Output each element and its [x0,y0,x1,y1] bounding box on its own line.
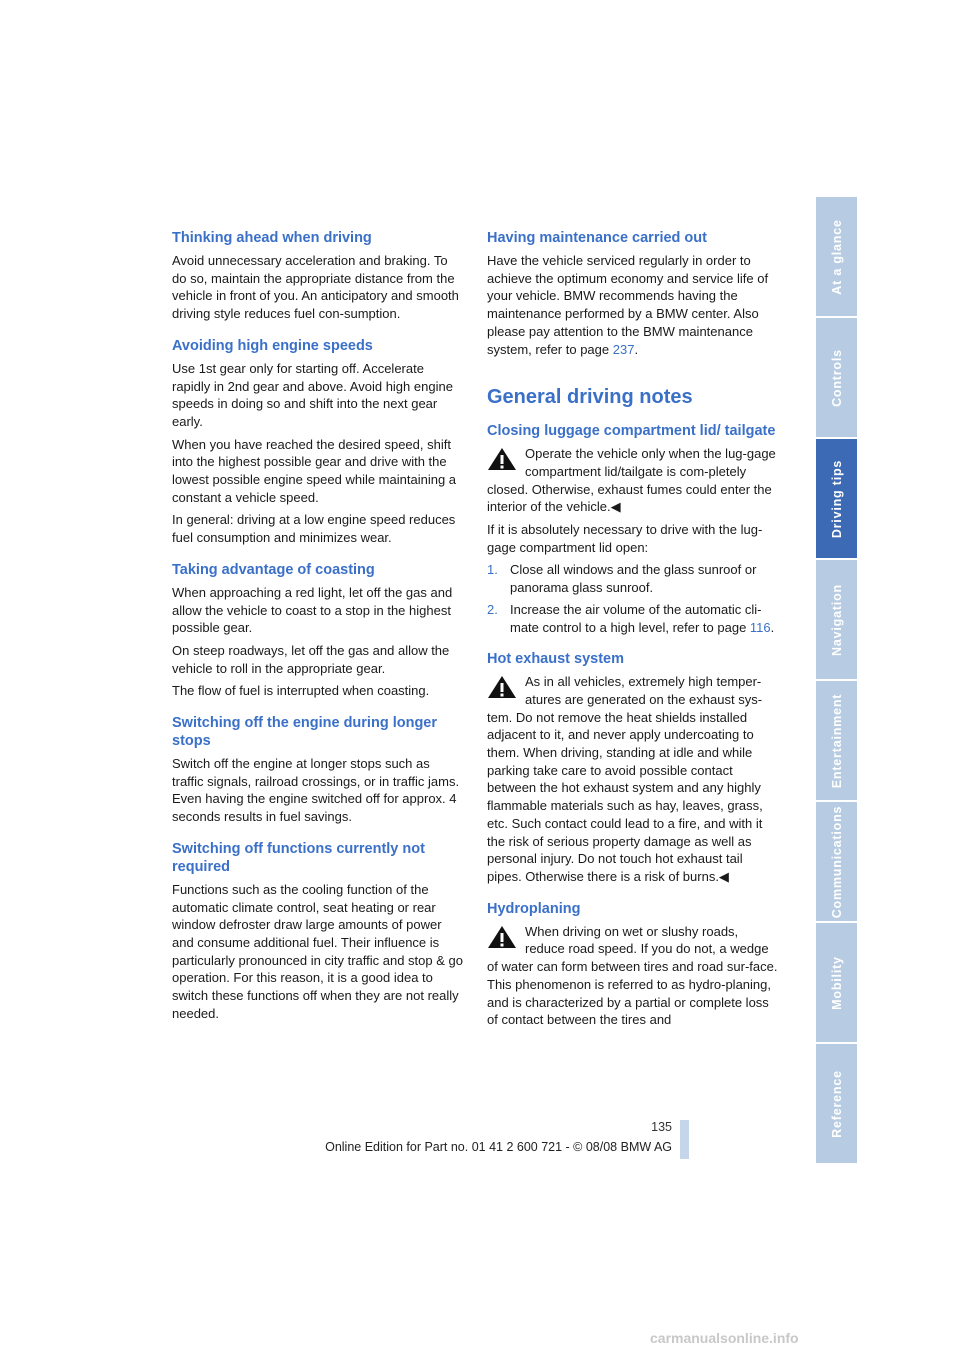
section-functions-off [172,840,464,1023]
watermark: carmanualsonline.info [650,1330,799,1346]
tab-navigation[interactable] [816,560,857,679]
paragraph: On steep roadways, let off the gas and allow the vehicle to roll in the appropriate gear. [172,642,450,676]
tab-label: Entertainment [829,693,844,788]
section-title: Having maintenance carried out [487,230,707,246]
list-text: Close all windows and the glass sunroof or panorama glass sunroof. [510,562,757,596]
tab-at-a-glance[interactable] [816,197,857,316]
list-text: Increase the air volume of the automatic cli-mate control to a high level, refer to page [510,601,762,635]
section-title: Hot exhaust system [487,651,624,668]
list-end: . [770,619,775,635]
tab-label: Communications [829,805,844,918]
steps-list [487,561,779,636]
tab-controls[interactable] [816,318,857,437]
section-hot-exhaust [487,650,779,885]
section-coasting [172,561,464,700]
chapter-title: General driving notes [487,386,693,409]
page-link[interactable]: 116 [749,619,771,635]
warning-text: Operate the vehicle only when the lug-gage compartment lid/tailgate is com-pletely closed. Otherwise, exhaust fumes could enter the interior of the vehicle.◀ [487,446,776,515]
warning-text: When driving on wet or slushy roads, reduce road speed. If you do not, a wedge of water can form between tires and road sur-face. This phenomenon is referred to as hydro-planing, and is characterized by a partial or complete loss of contact between the tires and [487,923,778,1028]
paragraph-text: Have the vehicle serviced regularly in order to achieve the optimum economy and service life of your vehicle. BMW recommends having the maintenance performed by a BMW center. Also please pay attention to the BMW maintenance system, refer to page [487,253,769,357]
paragraph: Use 1st gear only for starting off. Accelerate rapidly in 2nd gear and above. Avoid high engine speeds in doing so and shift into the next gear early. [172,360,453,429]
section-engine-speeds [172,337,464,547]
section-title: Taking advantage of coasting [172,561,375,578]
warning-note [487,923,779,1029]
tab-mobility[interactable] [816,923,857,1042]
section-maintenance [487,229,779,358]
paragraph: Avoid unnecessary acceleration and braking. To do so, maintain the appropriate distance from the vehicle in front of you. An anticipatory and smooth driving style reduces fuel con-sumption. [172,253,459,322]
page-number: 135 [651,1120,672,1134]
tab-label: At a glance [829,218,844,295]
section-title: Thinking ahead when driving [172,230,372,246]
section-thinking-ahead [172,229,464,323]
section-title: Switching off functions currently not required [172,840,425,875]
chapter-tabs [816,197,857,1165]
paragraph: In general: driving at a low engine speed reduces fuel consumption and minimizes wear. [172,512,456,546]
tab-label: Navigation [829,583,844,656]
section-engine-off [172,714,464,826]
footer-bar [680,1120,689,1159]
warning-triangle-icon [487,447,517,471]
paragraph: When approaching a red light, let off the gas and allow the vehicle to coast to a stop in the highest possible gear. [172,584,453,636]
warning-note [487,445,779,516]
list-item [487,601,779,636]
paragraph: The flow of fuel is interrupted when coasting. [172,683,430,699]
list-number: 1. [487,562,498,578]
tab-reference[interactable] [816,1044,857,1163]
paragraph: Switch off the engine at longer stops such as traffic signals, railroad crossings, or in traffic jams. Even having the engine switched off for approx. 4 seconds results in fuel savings. [172,756,460,825]
tab-communications[interactable] [816,802,857,921]
list-number: 2. [487,601,498,617]
tab-driving-tips[interactable] [816,439,857,558]
tab-entertainment[interactable] [816,681,857,800]
warning-text: As in all vehicles, extremely high temper-atures are generated on the exhaust sys-tem. Do not remove the heat shields installed adjacent to it, and never apply undercoating to them. When driving, standing at idle and while parking take care to avoid possible contact between the hot exhaust system and any highly flammable materials such as hay, leaves, grass, etc. Such contact could lead to a fire, and with it the risk of serious property damage as well as personal injury. Do not touch hot exhaust tail pipes. Otherwise there is a risk of burns.◀ [487,674,763,884]
section-title: Hydroplaning [487,900,581,917]
page-link[interactable]: 237 [612,341,635,357]
section-title: Switching off the engine during longer stops [172,715,438,750]
tab-label: Driving tips [829,459,844,538]
section-luggage-lid [487,422,779,636]
section-title: Closing luggage compartment lid/ tailgate [487,423,776,440]
paragraph [487,252,779,358]
tab-label: Controls [829,348,844,407]
warning-triangle-icon [487,675,517,699]
warning-note [487,673,779,885]
paragraph: If it is absolutely necessary to drive with the lug-gage compartment lid open: [487,522,763,555]
paragraph-end: . [634,341,639,357]
tab-label: Mobility [829,955,844,1010]
list-item [487,561,779,596]
right-column [487,229,779,1043]
warning-triangle-icon [487,925,517,949]
paragraph: Functions such as the cooling function of the automatic climate control, seat heating or rear window defroster draw large amounts of power and consume additional fuel. Their influence is particularly pronounced in city traffic and stop & go operation. For this reason, it is a good idea to switch these functions off when they are not really needed. [172,881,463,1021]
left-column [172,229,464,1037]
section-hydroplaning [487,900,779,1029]
paragraph: When you have reached the desired speed, shift into the highest possible gear and drive with the lowest possible engine speed while maintaining a constant a vehicle speed. [172,436,457,505]
edition-line: Online Edition for Part no. 01 41 2 600 721 - © 08/08 BMW AG [325,1140,672,1154]
section-title: Avoiding high engine speeds [172,337,373,354]
tab-label: Reference [829,1069,844,1138]
